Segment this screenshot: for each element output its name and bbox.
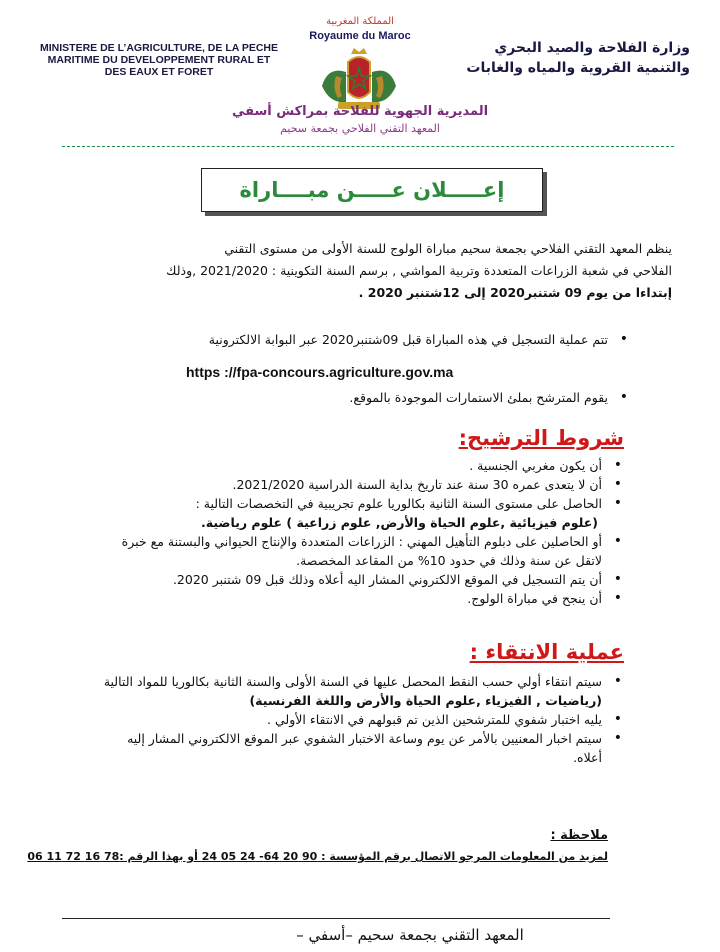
condition-item: • أن ينجح في مباراة الولوج. <box>42 589 602 608</box>
condition-item: • أن يكون مغربي الجنسية . <box>42 456 602 475</box>
selection-item: • سيتم انتقاء أولي حسب النقط المحصل عليها في السنة الأولى والسنة الثانية بكالوريا للمواد التالية <box>42 672 602 691</box>
condition-item: • أن يتم التسجيل في الموقع الالكتروني المشار اليه أعلاه وذلك قبل 09 شتنبر 2020. <box>42 570 602 589</box>
condition-item: • الحاصل على مستوى السنة الثانية بكالوريا علوم تجريبية في التخصصات التالية : <box>42 494 602 513</box>
conditions-heading: شروط الترشيح: <box>458 426 624 450</box>
note-contact-text: لمزيد من المعلومات المرجو الاتصال برقم المؤسسة : 90 20 64- 24 05 24 أو بهذا الرقم :78 16 72 11 06 <box>27 850 608 863</box>
announcement-title: إعـــــلان عـــــن مبــــاراة <box>239 178 505 202</box>
regional-directorate-title: المديرية الجهوية للفلاحة بمراكش أسفي <box>231 104 489 119</box>
intro-line-3: إبتداءا من يوم 09 شتنبر2020 إلى 12شتنبر 2020 . <box>358 285 672 300</box>
selection-item-continued: (رياضيات , الفيزياء ,علوم الحياة والأرض واللغة الفرنسية) <box>249 693 602 708</box>
footer-separator <box>62 918 610 919</box>
kingdom-name-ar: المملكة المغربية <box>326 16 394 27</box>
registration-bullet-1-text: تتم عملية التسجيل في هذه المباراة قبل 09شتنبر2020 عبر البوابة الالكترونية <box>208 332 608 347</box>
selection-item: • يليه اختبار شفوي للمترشحين الذين تم قبولهم في الانتقاء الأولي . <box>42 710 602 729</box>
selection-item: • سيتم اخبار المعنيين بالأمر عن يوم وساعة الاختبار الشفوي عبر الموقع الالكتروني المشار إليه <box>42 729 602 748</box>
intro-line-1: ينظم المعهد التقني الفلاحي بجمعة سحيم مباراة الولوج للسنة الأولى من مستوى التقني <box>224 241 672 256</box>
ministry-ar-line1: وزارة الفلاحة والصيد البحري <box>494 40 690 56</box>
condition-item-continued: (علوم فيزيائية ,علوم الحياة والأرض, علوم زراعية ) علوم رياضية. <box>200 515 598 530</box>
registration-bullet-2 <box>48 388 608 407</box>
selection-heading: عملية الانتقاء : <box>469 640 624 664</box>
registration-portal-link[interactable]: https ://fpa-concours.agriculture.gov.ma <box>186 364 454 380</box>
coat-of-arms-emblem-icon <box>318 46 400 112</box>
condition-item: • أن لا يتعدى عمره 30 سنة عند تاريخ بداية السنة الدراسية 2021/2020. <box>42 475 602 494</box>
ministry-name-ar <box>440 38 690 78</box>
announcement-title-box <box>201 168 543 212</box>
footer-institute-name: المعهد التقني بجمعة سحيم –أسفي – <box>296 926 524 944</box>
condition-item-continued: لاتقل عن سنة وذلك في حدود 10% من المقاعد المخصصة. <box>296 553 602 568</box>
institute-subtitle: المعهد التقني الفلاحي بجمعة سحيم <box>280 122 440 135</box>
conditions-list <box>42 456 602 608</box>
kingdom-name-fr: Royaume du Maroc <box>309 30 411 42</box>
note-label: ملاحظة : <box>550 828 608 843</box>
selection-item-continued: أعلاه. <box>573 750 602 765</box>
selection-list <box>42 672 602 767</box>
ministry-ar-line2: والتنمية القروية والمياه والغابات <box>466 60 690 76</box>
condition-item: • أو الحاصلين على دبلوم التأهيل المهني : الزراعات المتعددة والإنتاج الحيواني والبستنة مع خبرة <box>42 532 602 551</box>
intro-paragraph <box>32 238 672 304</box>
intro-line-2: الفلاحي في شعبة الزراعات المتعددة وتربية المواشي , برسم السنة التكوينية : 2021/2020 ,وذلك <box>166 263 672 278</box>
registration-bullet-1 <box>48 330 608 349</box>
ministry-name-fr: MINISTERE DE L’AGRICULTURE, DE LA PECHE MARITIME DU DEVELOPPEMENT RURAL ET DES EAUX ET FORET <box>40 42 279 78</box>
header-separator <box>62 146 674 147</box>
registration-bullet-2-text: يقوم المترشح بملئ الاستمارات الموجودة بالموقع. <box>349 390 608 405</box>
